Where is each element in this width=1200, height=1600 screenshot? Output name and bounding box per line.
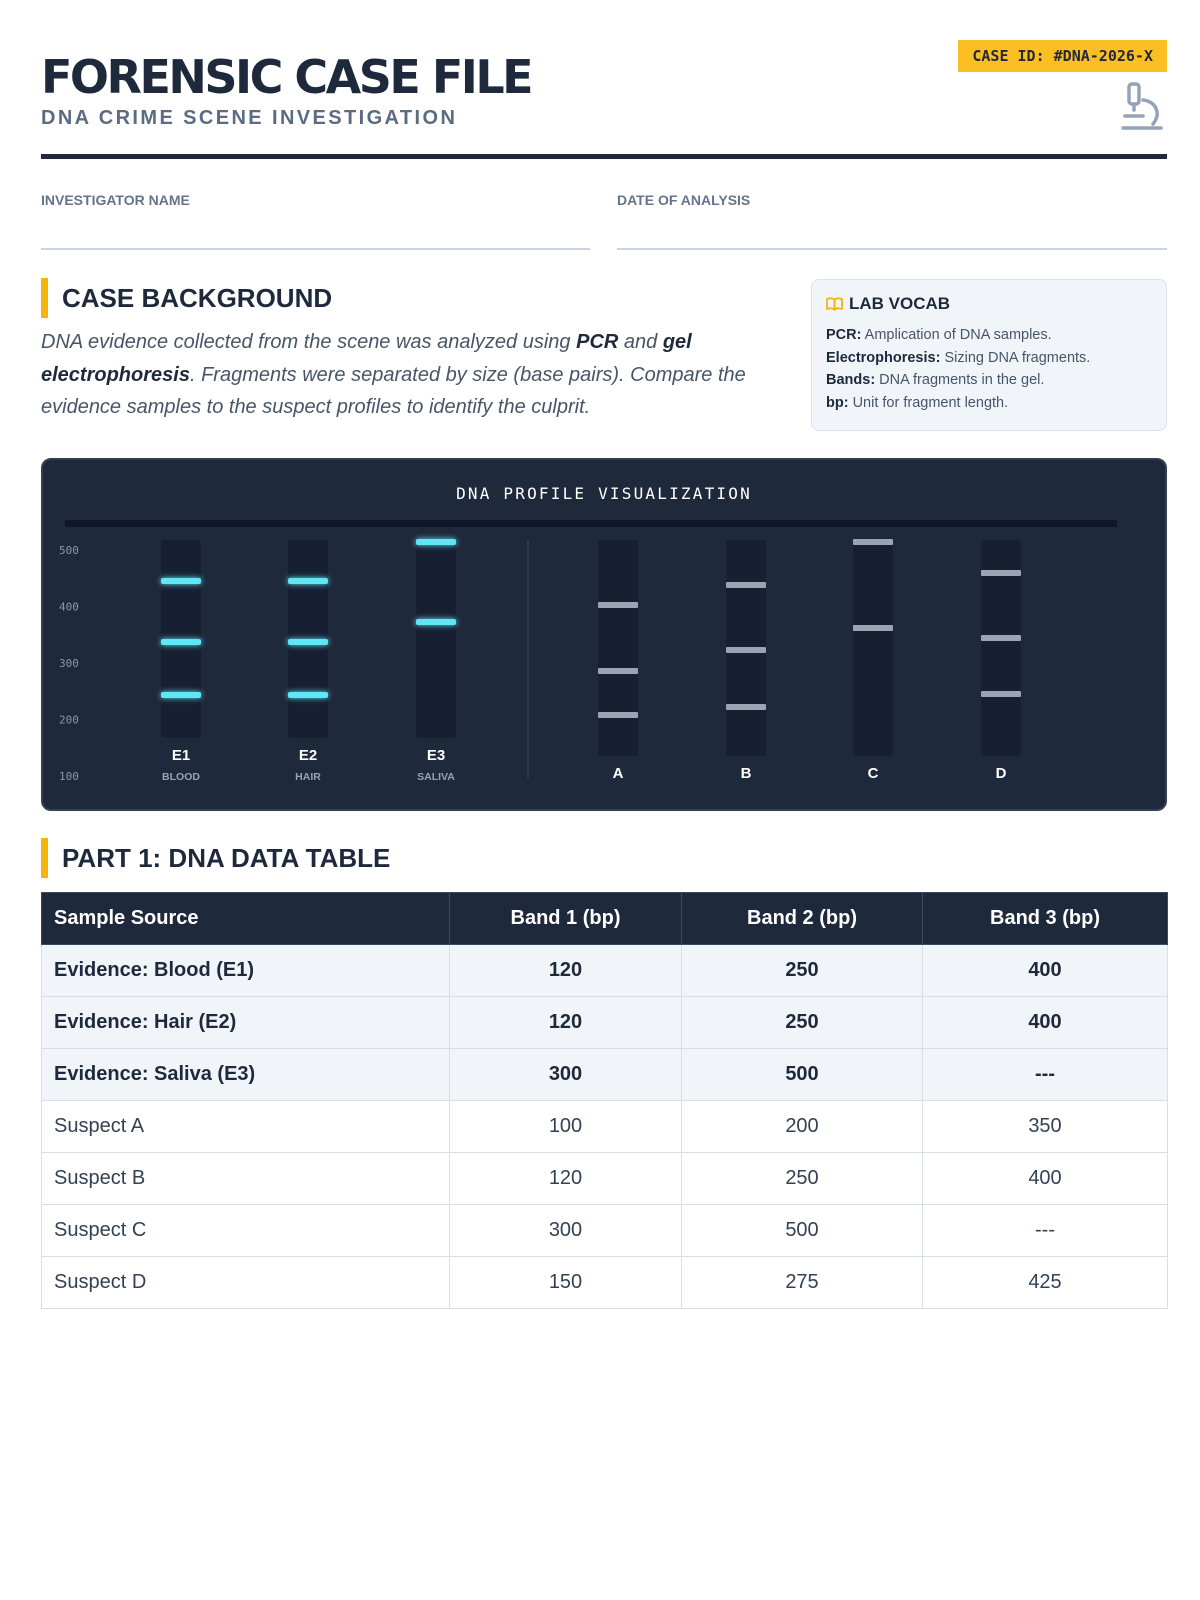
gel-lane-label: C: [867, 765, 879, 782]
gel-band: [853, 539, 893, 545]
sample-source-cell: Suspect B: [42, 1153, 450, 1205]
case-id-badge: CASE ID: #DNA-2026-X: [958, 40, 1167, 72]
table-column-header: Band 2 (bp): [682, 893, 923, 945]
band-value-cell[interactable]: 400: [923, 1153, 1168, 1205]
vocab-term: Electrophoresis:: [826, 349, 941, 366]
case-background-text: [41, 326, 761, 424]
sample-source-cell: Evidence: Hair (E2): [42, 997, 450, 1049]
gel-band: [288, 639, 328, 645]
header-divider: [41, 154, 1167, 159]
term-gel-electrophoresis: gel electrophoresis: [41, 331, 692, 386]
table-header-row: [42, 893, 1168, 945]
gel-band: [853, 625, 893, 631]
date-of-analysis-label: DATE OF ANALYSIS: [617, 192, 751, 208]
gel-band: [416, 619, 456, 625]
table-row: [42, 997, 1168, 1049]
gel-scale-label: 200: [59, 713, 79, 727]
term-pcr: PCR: [576, 331, 619, 353]
gel-band: [981, 691, 1021, 697]
page-title: FORENSIC CASE FILE: [41, 50, 532, 104]
band-value-cell[interactable]: 400: [923, 997, 1168, 1049]
band-value-cell[interactable]: 250: [682, 945, 923, 997]
gel-lane-label: D: [995, 765, 1007, 782]
gel-band: [288, 692, 328, 698]
gel-lane-label: A: [612, 765, 624, 782]
sample-source-cell: Evidence: Saliva (E3): [42, 1049, 450, 1101]
gel-wells-bar: [65, 520, 1117, 527]
gel-band: [416, 539, 456, 545]
band-value-cell[interactable]: 350: [923, 1101, 1168, 1153]
vocab-item: [826, 369, 1152, 392]
band-value-cell[interactable]: 300: [450, 1049, 682, 1101]
vocab-definition: Sizing DNA fragments.: [940, 349, 1091, 366]
sample-source-cell: Suspect A: [42, 1101, 450, 1153]
band-value-cell[interactable]: 275: [682, 1257, 923, 1309]
gel-band: [726, 582, 766, 588]
band-value-cell[interactable]: ---: [923, 1049, 1168, 1101]
table-row: [42, 1257, 1168, 1309]
gel-band: [288, 578, 328, 584]
gel-band: [981, 635, 1021, 641]
band-value-cell[interactable]: 200: [682, 1101, 923, 1153]
lab-vocab-box: [811, 279, 1167, 431]
gel-electrophoresis-chart: [43, 460, 1165, 809]
gel-band: [161, 578, 201, 584]
vocab-definition: DNA fragments in the gel.: [875, 372, 1045, 388]
gel-band: [598, 712, 638, 718]
investigator-name-label: INVESTIGATOR NAME: [41, 192, 190, 208]
vocab-definition: Unit for fragment length.: [848, 394, 1009, 411]
table-column-header: Sample Source: [42, 893, 450, 945]
gel-band: [161, 692, 201, 698]
vocab-item: [826, 347, 1152, 370]
gel-band: [981, 570, 1021, 576]
band-value-cell[interactable]: 500: [682, 1049, 923, 1101]
band-value-cell[interactable]: 500: [682, 1205, 923, 1257]
gel-lane-label: E2: [298, 747, 318, 764]
band-value-cell[interactable]: 150: [450, 1257, 682, 1309]
investigator-name-field[interactable]: [41, 190, 590, 250]
dna-data-table: [41, 892, 1168, 1309]
gel-lane-suspect-c: [853, 540, 893, 756]
gel-scale-label: 100: [59, 770, 79, 783]
microscope-icon: [1119, 82, 1165, 132]
sample-source-cell: Suspect C: [42, 1205, 450, 1257]
background-text-part: DNA evidence collected from the scene was analyzed using: [41, 331, 577, 353]
band-value-cell[interactable]: 250: [682, 997, 923, 1049]
vocab-term: PCR:: [826, 327, 862, 343]
gel-lane-suspect-a: [598, 540, 638, 756]
gel-scale-label: 400: [59, 600, 79, 614]
gel-scale-label: 500: [59, 544, 79, 557]
gel-lane-label: B: [740, 765, 752, 782]
gel-lane-sublabel: BLOOD: [162, 771, 200, 783]
gel-lane-sublabel: SALIVA: [417, 771, 455, 783]
gel-band: [161, 639, 201, 645]
gel-band: [726, 704, 766, 710]
gel-band: [726, 647, 766, 653]
sample-source-cell: Suspect D: [42, 1257, 450, 1309]
table-body: [42, 945, 1168, 1309]
book-icon: [826, 297, 843, 311]
date-of-analysis-field[interactable]: [617, 190, 1167, 250]
lab-vocab-title: LAB VOCAB: [849, 294, 951, 313]
band-value-cell[interactable]: 425: [923, 1257, 1168, 1309]
dna-profile-visualization: [41, 458, 1167, 811]
lab-vocab-heading: [826, 294, 1152, 314]
sample-source-cell: Evidence: Blood (E1): [42, 945, 450, 997]
vocab-list: [826, 324, 1152, 414]
gel-lane-label: E3: [426, 747, 446, 764]
table-column-header: Band 1 (bp): [450, 893, 682, 945]
vocab-item: [826, 392, 1152, 415]
band-value-cell[interactable]: ---: [923, 1205, 1168, 1257]
gel-band: [598, 602, 638, 608]
dna-data-table-wrap: [41, 892, 1167, 1309]
table-row: [42, 1049, 1168, 1101]
band-value-cell[interactable]: 250: [682, 1153, 923, 1205]
gel-lane-e3: [416, 540, 456, 738]
vocab-term: bp:: [826, 394, 849, 411]
vocab-term: Bands:: [826, 372, 876, 388]
gel-scale-label: 300: [59, 657, 79, 670]
table-row: [42, 1205, 1168, 1257]
table-row: [42, 1101, 1168, 1153]
band-value-cell[interactable]: 120: [450, 997, 682, 1049]
gel-band: [598, 668, 638, 674]
band-value-cell[interactable]: 120: [450, 1153, 682, 1205]
gel-lane-label: E1: [171, 747, 191, 764]
table-row: [42, 1153, 1168, 1205]
gel-title: DNA PROFILE VISUALIZATION: [456, 484, 752, 503]
vocab-item: [826, 324, 1152, 347]
band-value-cell[interactable]: 120: [450, 945, 682, 997]
page-subtitle: DNA CRIME SCENE INVESTIGATION: [41, 107, 458, 129]
part1-heading: PART 1: DNA DATA TABLE: [41, 838, 390, 878]
band-value-cell[interactable]: 100: [450, 1101, 682, 1153]
band-value-cell[interactable]: 400: [923, 945, 1168, 997]
table-column-header: Band 3 (bp): [923, 893, 1168, 945]
band-value-cell[interactable]: 300: [450, 1205, 682, 1257]
background-text-part: and: [618, 331, 663, 353]
vocab-definition: Amplication of DNA samples.: [861, 327, 1052, 343]
gel-lane-sublabel: HAIR: [295, 771, 321, 783]
background-text-part: . Fragments were separated by size (base pairs). Compare the evidence samples to the suspect profiles to identify the culprit.: [41, 363, 746, 418]
case-file-header: [41, 40, 1167, 158]
table-row: [42, 945, 1168, 997]
case-background-heading: CASE BACKGROUND: [41, 278, 332, 318]
